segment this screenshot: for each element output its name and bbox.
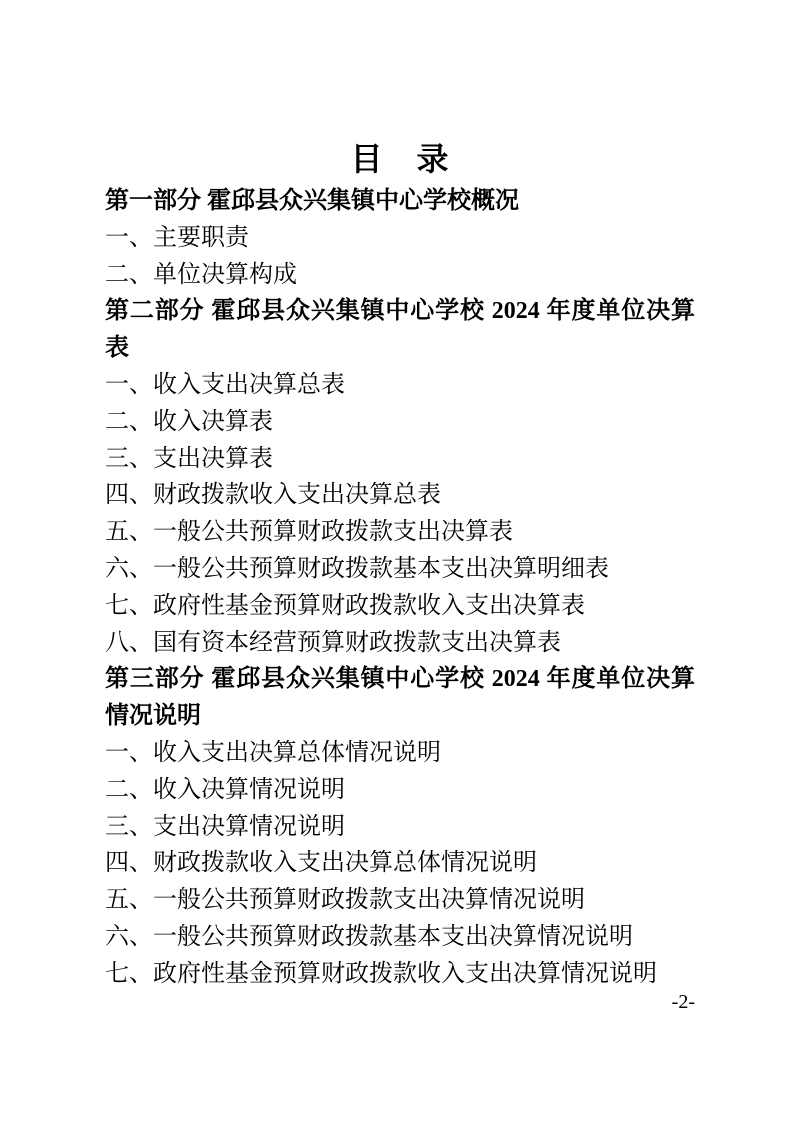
toc-entry: 三、支出决算情况说明: [105, 813, 345, 840]
document-title: 目 录: [350, 141, 450, 177]
toc-entry: 六、一般公共预算财政拨款基本支出决算情况说明: [105, 923, 633, 950]
toc-entry: 二、单位决算构成: [105, 261, 297, 288]
document-content: [105, 135, 695, 993]
toc-entry: 三、支出决算表: [105, 445, 273, 472]
toc-entry: 七、政府性基金预算财政拨款收入支出决算表: [105, 592, 585, 619]
toc-entry: 四、财政拨款收入支出决算总表: [105, 482, 441, 509]
toc-entry: 一、收入支出决算总表: [105, 371, 345, 398]
page-number: -2-: [671, 991, 695, 1013]
toc-entry: 五、一般公共预算财政拨款支出决算情况说明: [105, 887, 585, 914]
toc-entry: 一、收入支出决算总体情况说明: [105, 739, 441, 766]
toc-entry: 七、政府性基金预算财政拨款收入支出决算情况说明: [105, 960, 657, 987]
toc-entry: 八、国有资本经营预算财政拨款支出决算表: [105, 629, 561, 656]
toc-entry: 第一部分 霍邱县众兴集镇中心学校概况: [105, 188, 519, 214]
toc-list: [105, 183, 695, 993]
toc-entry: 第二部分 霍邱县众兴集镇中心学校 2024 年度单位决算表: [105, 298, 695, 362]
toc-entry: 四、财政拨款收入支出决算总体情况说明: [105, 850, 537, 877]
toc-entry: 五、一般公共预算财政拨款支出决算表: [105, 519, 513, 546]
toc-entry: 第三部分 霍邱县众兴集镇中心学校 2024 年度单位决算情况说明: [105, 666, 695, 730]
toc-entry: 六、一般公共预算财政拨款基本支出决算明细表: [105, 555, 609, 582]
toc-entry: 一、主要职责: [105, 224, 249, 251]
toc-entry: 二、收入决算情况说明: [105, 776, 345, 803]
toc-entry: 二、收入决算表: [105, 408, 273, 435]
